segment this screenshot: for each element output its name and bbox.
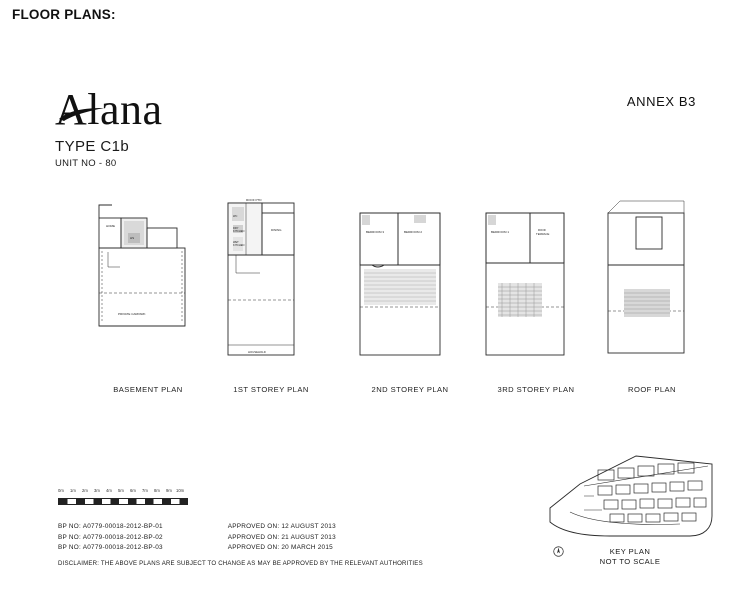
bp-number: BP NO: A0779-00018-2012-BP-01 — [58, 523, 163, 530]
approval-date: APPROVED ON: 20 MARCH 2015 — [227, 544, 333, 552]
scale-tick-5: 5m — [118, 488, 124, 493]
unit-number-label: UNIT NO - 80 — [55, 158, 117, 169]
svg-text:KITCHEN: KITCHEN — [233, 244, 245, 247]
scale-tick-labels — [58, 488, 188, 498]
approval-date: APPROVED ON: 12 AUGUST 2013 — [227, 523, 336, 530]
bp-number: BP NO: A0779-00018-2012-BP-03 — [58, 544, 163, 552]
scale-rule — [58, 498, 188, 505]
scale-bar — [58, 488, 188, 505]
scale-tick-8: 8m — [154, 488, 160, 493]
plan-second-storey-drawing — [352, 195, 462, 380]
scale-tick-9: 9m — [166, 488, 172, 493]
plan-roof-drawing — [600, 195, 710, 380]
plan-basement — [88, 195, 208, 394]
unit-type-label: TYPE C1b — [55, 138, 130, 155]
svg-text:PRIVATE CARPARK: PRIVATE CARPARK — [118, 312, 146, 316]
plan-second-storey — [352, 195, 462, 394]
approval-row — [58, 543, 423, 554]
plan-third-storey-drawing — [478, 195, 588, 380]
scale-tick-3: 3m — [94, 488, 100, 493]
plan-caption-basement: BASEMENT PLAN — [113, 385, 183, 394]
svg-text:WET: WET — [233, 241, 239, 244]
plan-first-storey — [216, 195, 326, 394]
svg-text:BEDROOM 3: BEDROOM 3 — [366, 230, 385, 234]
scale-tick-7: 7m — [142, 488, 148, 493]
svg-text:TERRACE: TERRACE — [536, 232, 550, 236]
svg-text:HS: HS — [130, 236, 135, 240]
plan-caption-first-storey: 1ST STOREY PLAN — [233, 385, 309, 394]
page-title: FLOOR PLANS: — [12, 7, 116, 22]
key-plan-title: KEY PLAN — [609, 547, 651, 556]
key-plan-drawing — [540, 450, 720, 540]
swoosh-icon — [59, 108, 105, 122]
plan-caption-third-storey: 3RD STOREY PLAN — [497, 385, 575, 394]
approval-row — [58, 533, 423, 544]
svg-text:BEDROOM 2: BEDROOM 2 — [404, 230, 423, 234]
scale-tick-2: 2m — [82, 488, 88, 493]
scale-tick-4: 4m — [106, 488, 112, 493]
key-plan-block — [540, 450, 720, 567]
svg-text:BEDROOM 1: BEDROOM 1 — [491, 230, 510, 234]
scale-tick-10: 10m — [176, 488, 185, 493]
approvals-block — [58, 522, 423, 569]
svg-text:HOUSEHOLD: HOUSEHOLD — [248, 350, 266, 354]
svg-text:ROOF: ROOF — [538, 228, 547, 232]
key-plan-caption — [540, 547, 720, 567]
plan-caption-roof: ROOF PLAN — [628, 385, 676, 394]
scale-tick-6: 6m — [130, 488, 136, 493]
plan-caption-second-storey: 2ND STOREY PLAN — [371, 385, 449, 394]
approval-date: APPROVED ON: 21 AUGUST 2013 — [227, 533, 336, 541]
plan-basement-drawing — [88, 195, 208, 380]
plans-row — [0, 195, 756, 405]
bp-number: BP NO: A0779-00018-2012-BP-02 — [58, 533, 163, 541]
key-plan-subtitle: NOT TO SCALE — [599, 557, 661, 566]
brand-name: Alana — [55, 85, 163, 134]
north-arrow-icon — [553, 546, 564, 557]
plan-first-storey-drawing — [216, 195, 326, 380]
plan-third-storey — [478, 195, 588, 394]
svg-text:ROOF PTD: ROOF PTD — [246, 198, 262, 202]
brand-name-wrap — [55, 85, 315, 134]
svg-text:DINING: DINING — [271, 228, 282, 232]
approval-row — [58, 522, 423, 533]
scale-tick-1: 1m — [70, 488, 76, 493]
svg-text:KITCHEN: KITCHEN — [233, 230, 245, 233]
svg-text:WC: WC — [233, 215, 238, 218]
disclaimer-text: DISCLAIMER: THE ABOVE PLANS ARE SUBJECT TO CHANGE AS MAY BE APPROVED BY THE RELEVANT AUTHORITIES — [58, 559, 423, 567]
plan-roof — [600, 195, 710, 394]
svg-text:DRY: DRY — [233, 227, 239, 230]
brand-block — [55, 85, 315, 169]
svg-text:HOME: HOME — [106, 224, 115, 228]
annex-label: ANNEX B3 — [626, 94, 696, 109]
scale-tick-0: 0m — [58, 488, 64, 493]
